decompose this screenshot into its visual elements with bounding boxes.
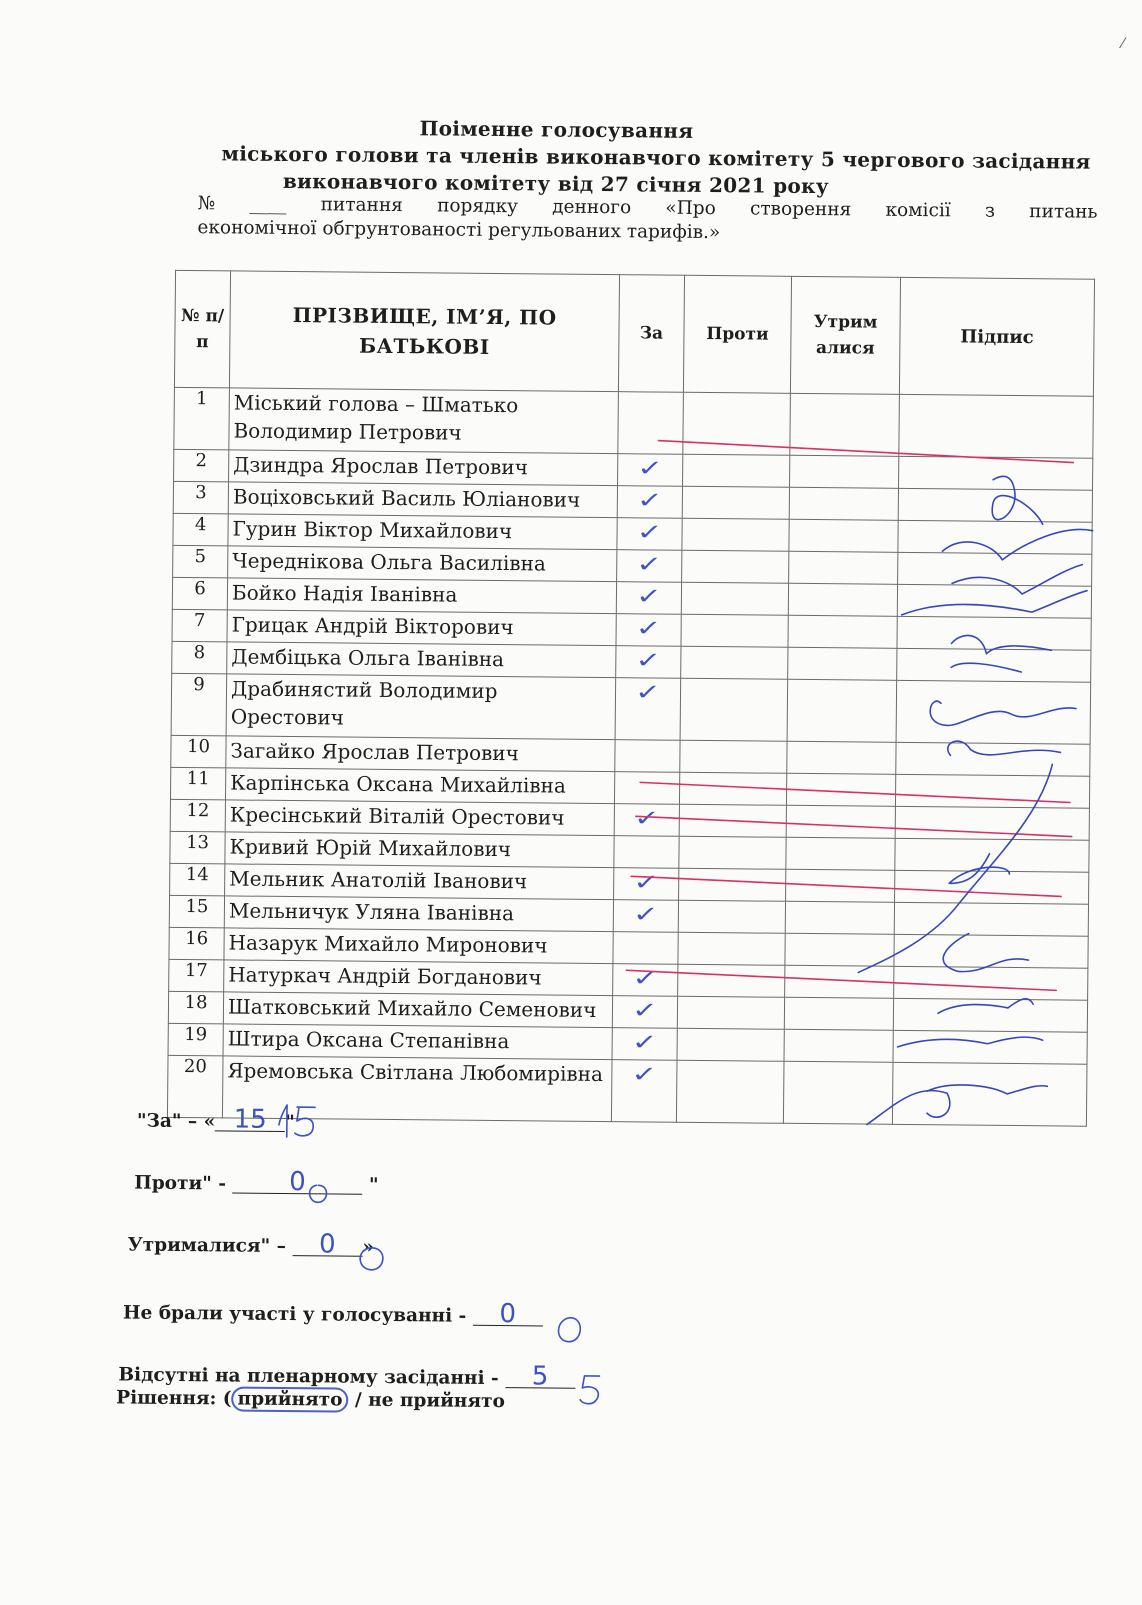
row-abstained-cell	[784, 997, 893, 1030]
agenda-num: №	[197, 193, 216, 215]
summary-not-voted-value: 0	[473, 1303, 543, 1327]
row-za-cell	[614, 868, 679, 901]
agenda-word: «Про	[665, 197, 716, 220]
summary-absent	[118, 1361, 575, 1392]
row-za-cell	[614, 772, 679, 805]
row-number: 19	[168, 1023, 223, 1056]
row-number: 20	[167, 1055, 223, 1118]
row-fullname: Кривий Юрій Михайлович	[225, 832, 614, 868]
row-signature-cell	[897, 648, 1091, 682]
row-proty-cell	[677, 996, 784, 1029]
row-signature-cell	[895, 806, 1089, 840]
summary-absent-label: Відсутні на пленарному засіданні -	[118, 1364, 506, 1390]
row-za-cell	[612, 996, 677, 1029]
row-signature-cell	[893, 1030, 1087, 1064]
handwritten-0	[558, 1318, 580, 1342]
header-name: ПРІЗВИЩЕ, ІМ’Я, ПО БАТЬКОВІ	[229, 271, 619, 392]
row-za-cell	[616, 646, 681, 679]
row-number: 6	[172, 577, 227, 610]
agenda-word: питання	[320, 194, 404, 217]
row-number: 18	[168, 991, 223, 1024]
row-number: 3	[173, 481, 228, 514]
vote-table-header	[174, 270, 1094, 396]
row-proty-cell	[682, 518, 789, 551]
vote-table-body	[167, 387, 1093, 1126]
summary-not-voted	[122, 1299, 543, 1330]
row-fullname: Гурин Віктор Михайлович	[228, 514, 617, 550]
summary-abstained-end: »	[362, 1236, 375, 1258]
row-signature-cell	[899, 456, 1093, 490]
row-number: 1	[174, 387, 230, 450]
decision-rest: / не прийнято	[348, 1389, 505, 1413]
summary-abstained-label: Утрималися" –	[127, 1234, 293, 1258]
header-signature: Підпис	[899, 277, 1094, 396]
row-za-cell	[616, 582, 681, 615]
row-fullname: Штира Оксана Степанівна	[223, 1024, 612, 1060]
summary-za-end: "	[285, 1111, 295, 1134]
row-abstained-cell	[786, 773, 895, 806]
row-abstained-cell	[783, 1061, 893, 1124]
header-proty: Проти	[683, 275, 791, 393]
doc-date-line: виконавчого комітету від 27 січня 2021 року	[282, 168, 830, 199]
row-za-cell	[617, 486, 682, 519]
row-proty-cell	[679, 772, 786, 805]
row-signature-cell	[898, 552, 1092, 586]
row-number: 16	[169, 927, 224, 960]
row-number: 2	[174, 449, 229, 482]
table-row	[171, 673, 1091, 744]
row-signature-cell	[898, 520, 1092, 554]
row-signature-cell	[895, 838, 1089, 872]
row-fullname: Міський голова – Шматько Володимир Петрович	[229, 388, 619, 454]
row-abstained-cell	[789, 519, 898, 552]
check-icon: ✓	[631, 998, 659, 1024]
summary-za-label: "За" – «	[136, 1110, 216, 1133]
row-proty-cell	[679, 868, 786, 901]
row-abstained-cell	[788, 615, 897, 648]
row-proty-cell	[679, 804, 786, 837]
row-abstained-cell	[790, 455, 899, 488]
row-proty-cell	[681, 614, 788, 647]
row-abstained-cell	[788, 647, 897, 680]
row-fullname: Грицак Андрій Вікторович	[227, 610, 616, 646]
row-abstained-cell	[789, 487, 898, 520]
row-proty-cell	[678, 964, 785, 997]
header-abstained: Утрим алися	[790, 276, 900, 394]
row-za-cell	[611, 1060, 677, 1123]
summary-abstained-value: 0	[292, 1233, 362, 1257]
agenda-word: створення	[749, 198, 852, 221]
doc-title: Поіменне голосування	[419, 116, 694, 143]
row-signature-cell	[898, 488, 1092, 522]
agenda-text	[197, 192, 1097, 249]
check-icon: ✓	[633, 870, 660, 896]
vote-table	[167, 270, 1095, 1127]
summary-decision	[116, 1387, 505, 1412]
row-signature-cell	[897, 616, 1091, 650]
row-number: 17	[169, 959, 224, 992]
row-proty-cell	[678, 900, 785, 933]
row-signature-cell	[897, 584, 1091, 618]
agenda-word: комісії	[885, 199, 951, 222]
check-icon: ✓	[636, 520, 663, 546]
agenda-word: денного	[552, 196, 632, 219]
check-icon: ✓	[635, 680, 662, 706]
row-number: 4	[173, 513, 228, 546]
row-fullname: Кресінський Віталій Орестович	[225, 800, 614, 836]
check-icon: ✓	[637, 456, 664, 482]
row-proty-cell	[683, 454, 790, 487]
summary-za	[136, 1104, 295, 1135]
row-za-cell	[617, 550, 682, 583]
agenda-blank: ____	[249, 193, 287, 215]
row-proty-cell	[682, 550, 789, 583]
row-signature-cell	[895, 774, 1089, 808]
row-fullname: Мельник Анатолій Іванович	[225, 864, 614, 900]
row-proty-cell	[681, 582, 788, 615]
row-proty-cell	[682, 486, 789, 519]
row-abstained-cell	[786, 805, 895, 838]
row-number: 14	[170, 863, 225, 896]
row-abstained-cell	[786, 837, 895, 870]
row-za-cell	[614, 804, 679, 837]
row-za-cell	[613, 932, 678, 965]
check-icon: ✓	[635, 584, 662, 610]
row-abstained-cell	[785, 965, 894, 998]
check-icon: ✓	[632, 966, 659, 992]
agenda-line-2: економічної обгрунтованості регульованих тарифів.»	[197, 217, 721, 244]
row-fullname: Яремовська Світлана Любомирівна	[222, 1056, 612, 1122]
summary-absent-value: 5	[505, 1365, 575, 1389]
row-proty-cell	[681, 646, 788, 679]
row-za-cell	[614, 836, 679, 869]
row-za-cell	[612, 1028, 677, 1061]
row-fullname: Дзиндра Ярослав Петрович	[229, 450, 618, 486]
row-number: 10	[171, 735, 226, 768]
row-proty-cell	[680, 740, 787, 773]
check-icon: ✓	[635, 616, 662, 642]
row-abstained-cell	[789, 551, 898, 584]
summary-za-value: 15	[215, 1108, 285, 1132]
row-proty-cell	[677, 1028, 784, 1061]
row-signature-cell	[894, 966, 1088, 1000]
row-signature-cell	[895, 870, 1089, 904]
row-number: 9	[171, 673, 227, 736]
row-fullname: Карпінська Оксана Михайлівна	[225, 768, 614, 804]
row-proty-cell	[683, 392, 791, 455]
doc-subtitle: міського голови та членів виконавчого комітету 5 чергового засідання	[221, 141, 1091, 174]
row-fullname: Драбинястий Володимир Орестович	[226, 674, 616, 740]
row-za-cell	[613, 900, 678, 933]
row-abstained-cell	[786, 869, 895, 902]
row-fullname: Бойко Надія Іванівна	[227, 578, 616, 614]
row-signature-cell	[896, 680, 1091, 744]
handwritten-5	[580, 1376, 599, 1404]
row-proty-cell	[680, 678, 788, 741]
row-abstained-cell	[787, 679, 897, 742]
row-fullname: Воціховський Василь Юліанович	[228, 482, 617, 518]
check-icon: ✓	[632, 902, 659, 928]
summary-abstained	[127, 1229, 375, 1260]
summary-proty-label: Проти" -	[134, 1172, 233, 1195]
row-signature-cell	[892, 1062, 1087, 1126]
row-fullname: Череднікова Ольга Василівна	[228, 546, 617, 582]
row-fullname: Мельничук Уляна Іванівна	[224, 896, 613, 932]
check-icon: ✓	[636, 552, 663, 578]
row-za-cell	[615, 740, 680, 773]
check-icon: ✓	[635, 648, 662, 674]
row-proty-cell	[678, 932, 785, 965]
decision-accepted: прийнято	[231, 1386, 348, 1412]
row-proty-cell	[679, 836, 786, 869]
corner-mark: ⁄	[1121, 36, 1124, 52]
row-number: 7	[172, 609, 227, 642]
row-signature-cell	[896, 742, 1090, 776]
summary-not-voted-label: Не брали участі у голосуванні -	[122, 1302, 473, 1327]
agenda-word: питань	[1029, 201, 1098, 223]
check-icon: ✓	[633, 806, 660, 832]
header-za: За	[618, 275, 684, 393]
table-row	[167, 1055, 1087, 1126]
row-number: 8	[172, 641, 227, 674]
summary-proty-end: "	[362, 1174, 379, 1196]
summary-proty	[134, 1167, 379, 1198]
agenda-word: з	[984, 200, 996, 222]
header-num: № п/п	[174, 270, 230, 388]
row-fullname: Назарук Михайло Миронович	[224, 928, 613, 964]
row-number: 5	[173, 545, 228, 578]
row-abstained-cell	[785, 933, 894, 966]
row-number: 13	[170, 831, 225, 864]
check-icon: ✓	[636, 488, 663, 514]
row-fullname: Натуркач Андрій Богданович	[224, 960, 613, 996]
row-signature-cell	[894, 934, 1088, 968]
agenda-word: порядку	[437, 195, 519, 218]
row-za-cell	[618, 454, 683, 487]
row-number: 11	[170, 767, 225, 800]
row-abstained-cell	[784, 1029, 893, 1062]
table-row	[174, 387, 1094, 458]
row-za-cell	[618, 392, 684, 455]
row-number: 12	[170, 799, 225, 832]
row-signature-cell	[893, 998, 1087, 1032]
row-za-cell	[613, 964, 678, 997]
row-fullname: Шатковський Михайло Семенович	[223, 992, 612, 1028]
row-za-cell	[616, 614, 681, 647]
row-number: 15	[169, 895, 224, 928]
summary-proty-value: 0	[232, 1170, 362, 1194]
row-za-cell	[615, 678, 681, 741]
check-icon: ✓	[631, 1062, 658, 1088]
row-fullname: Дембіцька Ольга Іванівна	[227, 642, 616, 678]
row-abstained-cell	[785, 901, 894, 934]
decision-label: Рішення: (	[116, 1387, 232, 1410]
row-fullname: Загайко Ярослав Петрович	[226, 736, 615, 772]
row-abstained-cell	[788, 583, 897, 616]
row-proty-cell	[676, 1060, 784, 1123]
check-icon: ✓	[631, 1030, 658, 1056]
row-signature-cell	[894, 902, 1088, 936]
row-signature-cell	[899, 394, 1094, 458]
row-abstained-cell	[787, 741, 896, 774]
row-za-cell	[617, 518, 682, 551]
row-abstained-cell	[790, 393, 900, 456]
